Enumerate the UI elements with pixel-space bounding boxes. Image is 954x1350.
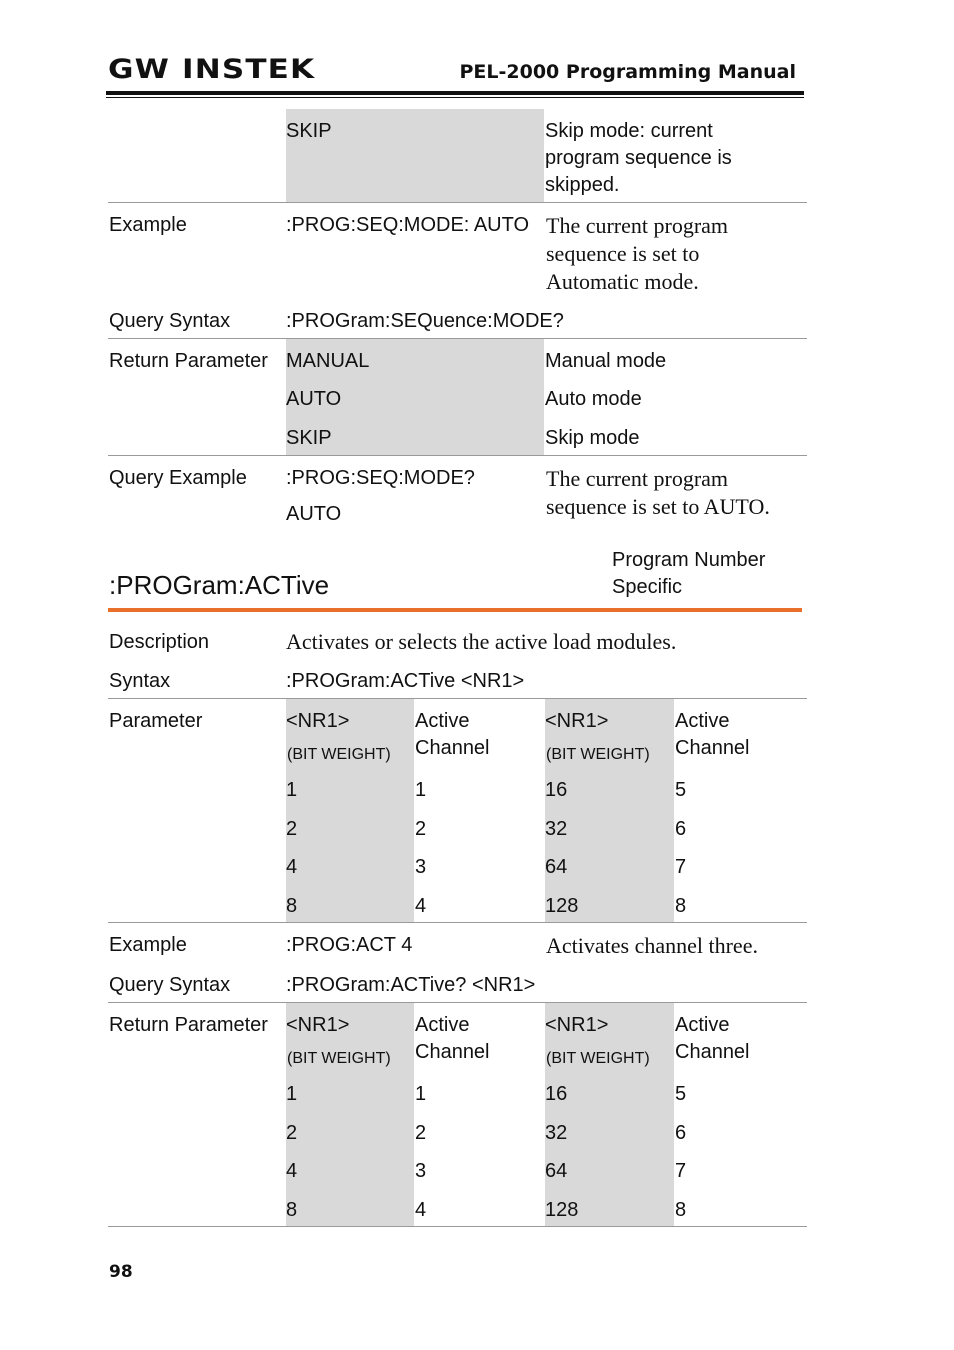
table-cell-weight: 128 — [545, 1199, 579, 1221]
table-cell-weight: 8 — [286, 895, 298, 917]
header-rule-thin — [106, 97, 804, 98]
header-bit-weight: (BIT WEIGHT) — [546, 1050, 650, 1067]
table-cell-channel: 5 — [675, 1083, 687, 1105]
table-cell-channel: 2 — [415, 818, 427, 840]
row-label-return-parameter: Return Parameter — [109, 1014, 268, 1036]
row-label-example: Example — [109, 934, 187, 956]
table-cell-weight: 1 — [286, 1083, 298, 1105]
return-param-value: SKIP — [286, 427, 332, 449]
example-desc: The current program sequence is set to Automatic mode. — [546, 213, 729, 294]
example-desc: Activates channel three. — [546, 933, 758, 958]
section-rule — [108, 608, 802, 612]
example-command: :PROG:ACT 4 — [286, 934, 413, 956]
table-cell-weight: 16 — [545, 1083, 568, 1105]
table-cell-weight: 4 — [286, 1160, 298, 1182]
table-cell-channel: 1 — [415, 1083, 427, 1105]
table-cell-channel: 3 — [415, 1160, 427, 1182]
table-cell-weight: 64 — [545, 856, 568, 878]
header-active-channel: Active Channel — [675, 1014, 750, 1063]
table-cell-weight: 32 — [545, 818, 568, 840]
header-nr1: <NR1> — [545, 1014, 609, 1036]
manual-title: PEL-2000 Programming Manual — [459, 61, 796, 83]
table-cell-channel: 4 — [415, 1199, 427, 1221]
return-param-value: MANUAL — [286, 350, 370, 372]
table-cell-weight: 1 — [286, 779, 298, 801]
row-label-description: Description — [109, 631, 210, 653]
row-label-parameter: Parameter — [109, 710, 203, 732]
header-active-channel: Active Channel — [415, 710, 490, 759]
description-value: Activates or selects the active load modules. — [286, 629, 677, 654]
divider — [108, 922, 807, 923]
header-bit-weight: (BIT WEIGHT) — [546, 746, 650, 763]
row-label-query-syntax: Query Syntax — [109, 974, 231, 996]
table-cell-channel: 5 — [675, 779, 687, 801]
brand-logo: GW INSTEK — [108, 54, 316, 85]
return-param-desc: Manual mode — [545, 350, 667, 372]
table-cell-channel: 7 — [675, 1160, 687, 1182]
page-number: 98 — [109, 1262, 133, 1282]
table-cell-weight: 2 — [286, 818, 298, 840]
table-cell-channel: 1 — [415, 779, 427, 801]
divider — [108, 455, 807, 456]
header-nr1: <NR1> — [545, 710, 609, 732]
divider — [108, 698, 807, 699]
divider — [108, 202, 807, 203]
header-rule — [106, 91, 804, 95]
table-cell-weight: 4 — [286, 856, 298, 878]
table-cell-weight: 32 — [545, 1122, 568, 1144]
table-cell-channel: 6 — [675, 818, 687, 840]
header-bit-weight: (BIT WEIGHT) — [287, 746, 391, 763]
table-cell-channel: 3 — [415, 856, 427, 878]
table-cell-channel: 2 — [415, 1122, 427, 1144]
row-label-return-parameter: Return Parameter — [109, 350, 268, 372]
header-nr1: <NR1> — [286, 1014, 350, 1036]
divider — [108, 1002, 807, 1003]
table-cell-weight: 16 — [545, 779, 568, 801]
query-example-desc: The current program sequence is set to AUTO. — [546, 466, 770, 519]
header-active-channel: Active Channel — [415, 1014, 490, 1063]
return-param-desc: Skip mode — [545, 427, 640, 449]
header-active-channel: Active Channel — [675, 710, 750, 759]
row-label-query-syntax: Query Syntax — [109, 310, 231, 332]
header-bit-weight: (BIT WEIGHT) — [287, 1050, 391, 1067]
syntax-value: :PROGram:ACTive <NR1> — [286, 670, 525, 692]
query-syntax-value: :PROGram:ACTive? <NR1> — [286, 974, 536, 996]
table-cell-channel: 8 — [675, 1199, 687, 1221]
divider — [108, 1226, 807, 1227]
row-label-example: Example — [109, 214, 187, 236]
query-example-cmd: :PROG:SEQ:MODE? AUTO — [286, 467, 475, 525]
section-note: Program Number Specific — [612, 549, 766, 598]
row-label-query-example: Query Example — [109, 467, 247, 489]
query-syntax-value: :PROGram:SEQuence:MODE? — [286, 310, 564, 332]
return-param-desc: Auto mode — [545, 388, 642, 410]
example-command: :PROG:SEQ:MODE: AUTO — [286, 214, 530, 236]
table-cell-channel: 4 — [415, 895, 427, 917]
table-cell-weight: 64 — [545, 1160, 568, 1182]
table-cell-weight: 8 — [286, 1199, 298, 1221]
table-cell-channel: 6 — [675, 1122, 687, 1144]
table-cell-weight: 128 — [545, 895, 579, 917]
row-label-syntax: Syntax — [109, 670, 171, 692]
table-cell-channel: 7 — [675, 856, 687, 878]
table-cell-channel: 8 — [675, 895, 687, 917]
param-desc: Skip mode: current program sequence is skipped. — [545, 120, 732, 196]
return-param-value: AUTO — [286, 388, 342, 410]
header-nr1: <NR1> — [286, 710, 350, 732]
table-cell-weight: 2 — [286, 1122, 298, 1144]
param-value: SKIP — [286, 120, 332, 142]
section-title: :PROGram:ACTive — [109, 570, 330, 600]
